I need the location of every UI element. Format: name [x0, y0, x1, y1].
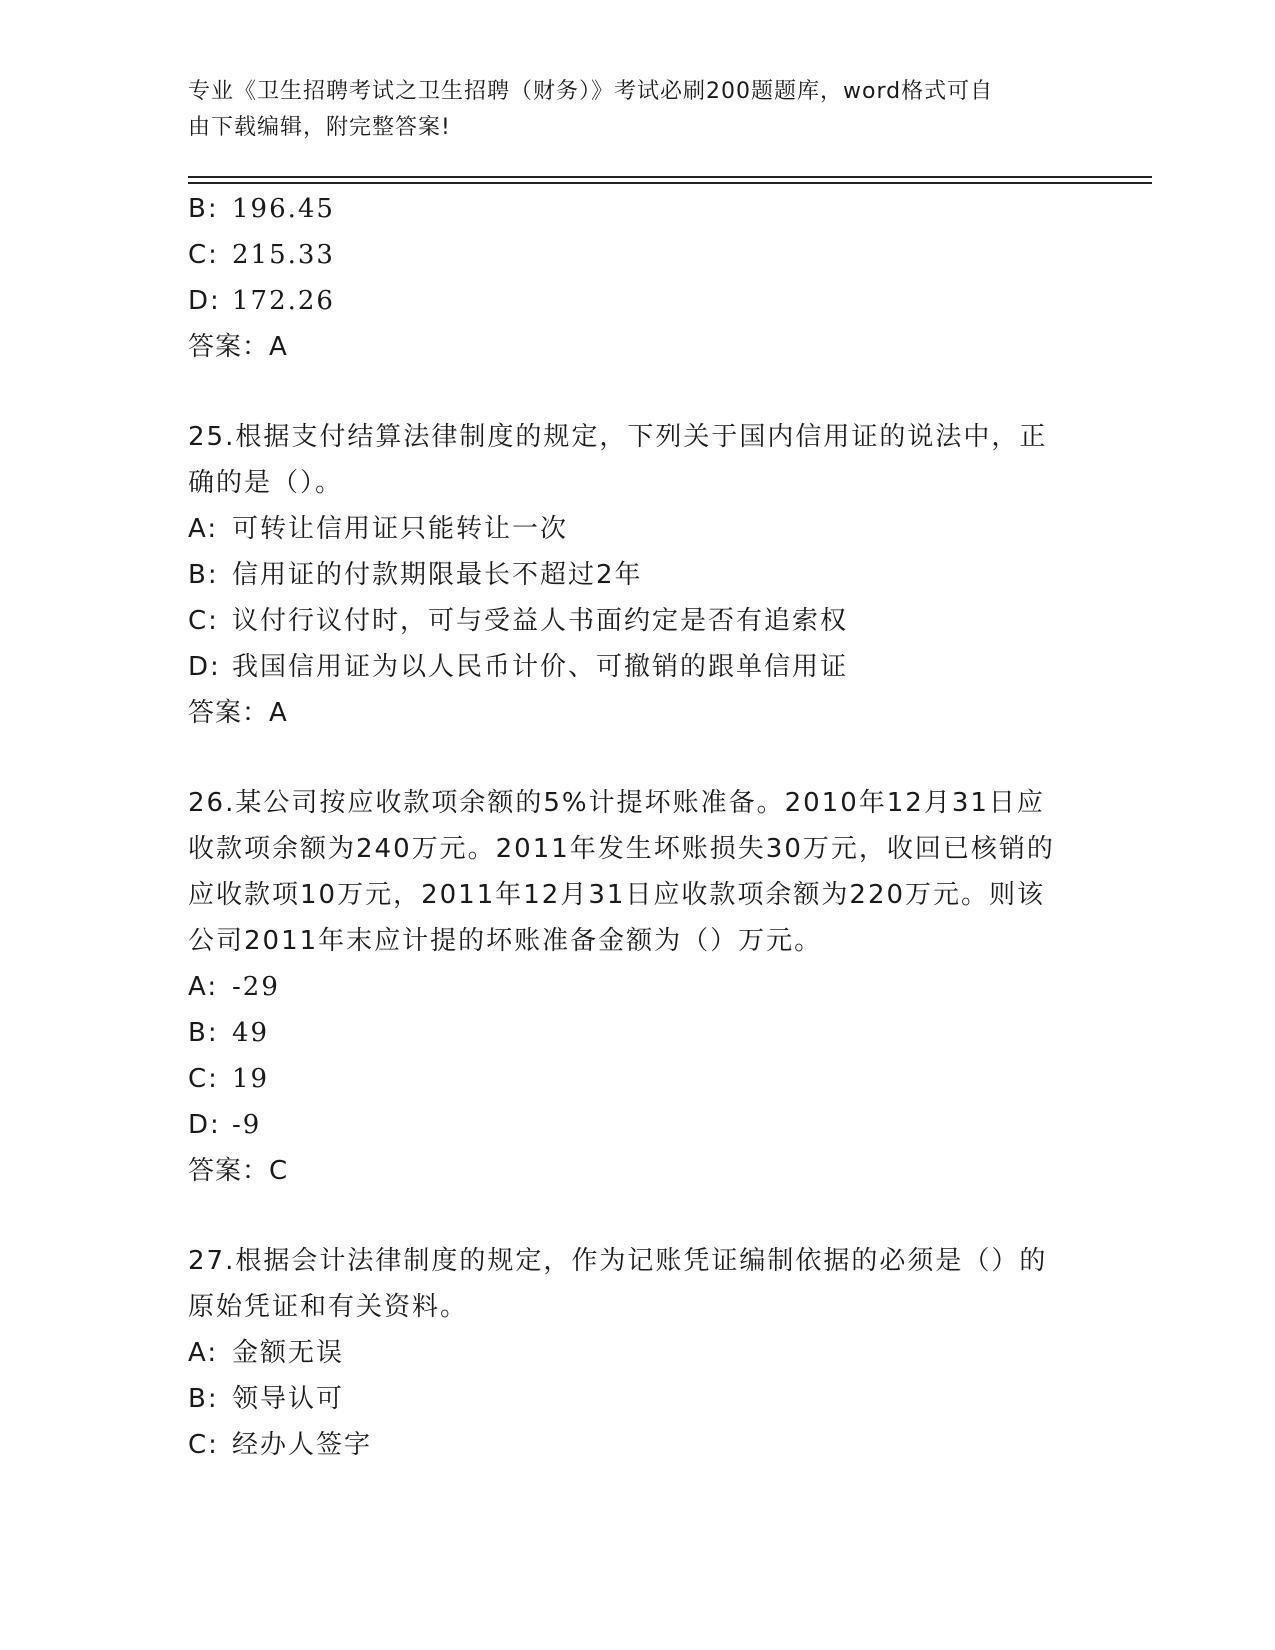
option-label: B:: [188, 194, 219, 224]
option-text: 可转让信用证只能转让一次: [232, 514, 569, 544]
answer-line: 答案：A: [188, 698, 288, 728]
answer-line: 答案：A: [188, 332, 288, 362]
question-stem-line: 26.某公司按应收款项余额的5%计提坏账准备。2010年12月31日应: [188, 788, 1045, 818]
option-label: D:: [188, 1110, 221, 1140]
option-label: B:: [188, 1018, 219, 1048]
option-text: 196.45: [232, 194, 335, 224]
option-a: [188, 964, 1088, 1010]
option-label: B:: [188, 560, 219, 590]
option-c: [188, 598, 1088, 644]
option-label: D:: [188, 286, 221, 316]
question-27: [188, 1238, 1088, 1468]
option-label: A:: [188, 972, 219, 1002]
option-label: D:: [188, 652, 221, 682]
option-label: A:: [188, 1338, 219, 1368]
option-c: [188, 232, 1088, 278]
option-text: 议付行议付时，可与受益人书面约定是否有追索权: [232, 606, 849, 636]
question-26: [188, 780, 1088, 1194]
spacer: [188, 1194, 1088, 1238]
option-d: [188, 278, 1088, 324]
option-text: 领导认可: [232, 1384, 345, 1414]
question-stem-line: 确的是（）。: [188, 468, 344, 498]
option-label: C:: [188, 1430, 219, 1460]
option-a: [188, 506, 1088, 552]
question-stem-line: 收款项余额为240万元。2011年发生坏账损失30万元，收回已核销的: [188, 834, 1055, 864]
spacer: [188, 736, 1088, 780]
option-text: -9: [232, 1110, 262, 1140]
header-line-2: 由下载编辑，附完整答案!: [188, 115, 451, 140]
option-d: [188, 1102, 1088, 1148]
option-b: [188, 186, 1088, 232]
question-stem-line: 公司2011年末应计提的坏账准备金额为（）万元。: [188, 926, 823, 956]
option-text: 经办人签字: [232, 1430, 373, 1460]
option-b: [188, 552, 1088, 598]
option-label: B:: [188, 1384, 219, 1414]
option-text: 49: [232, 1018, 270, 1048]
option-text: 信用证的付款期限最长不超过2年: [232, 560, 643, 590]
question-stem-line: 27.根据会计法律制度的规定，作为记账凭证编制依据的必须是（）的: [188, 1246, 1048, 1276]
question-stem-line: 25.根据支付结算法律制度的规定，下列关于国内信用证的说法中，正: [188, 422, 1048, 452]
header-line-1: 专业《卫生招聘考试之卫生招聘（财务）》考试必刷200题题库，word格式可自: [188, 79, 994, 104]
header-divider-bottom: [188, 182, 1152, 184]
option-b: [188, 1376, 1088, 1422]
option-text: 172.26: [232, 286, 335, 316]
option-text: 19: [232, 1064, 270, 1094]
answer-line: 答案：C: [188, 1156, 289, 1186]
option-text: 我国信用证为以人民币计价、可撤销的跟单信用证: [232, 652, 849, 682]
prev-question-options: [188, 186, 1088, 370]
option-text: -29: [232, 972, 280, 1002]
question-stem-line: 应收款项10万元，2011年12月31日应收款项余额为220万元。则该: [188, 880, 1046, 910]
question-content: [188, 186, 1088, 1468]
option-label: C:: [188, 606, 219, 636]
document-header: [188, 74, 1088, 146]
option-label: C:: [188, 1064, 219, 1094]
option-b: [188, 1010, 1088, 1056]
option-text: 金额无误: [232, 1338, 345, 1368]
option-a: [188, 1330, 1088, 1376]
question-stem-line: 原始凭证和有关资料。: [188, 1292, 469, 1322]
option-label: C:: [188, 240, 219, 270]
option-c: [188, 1056, 1088, 1102]
option-label: A:: [188, 514, 219, 544]
option-text: 215.33: [232, 240, 335, 270]
option-c: [188, 1422, 1088, 1468]
spacer: [188, 370, 1088, 414]
option-d: [188, 644, 1088, 690]
question-25: [188, 414, 1088, 736]
header-divider-top: [188, 176, 1152, 178]
